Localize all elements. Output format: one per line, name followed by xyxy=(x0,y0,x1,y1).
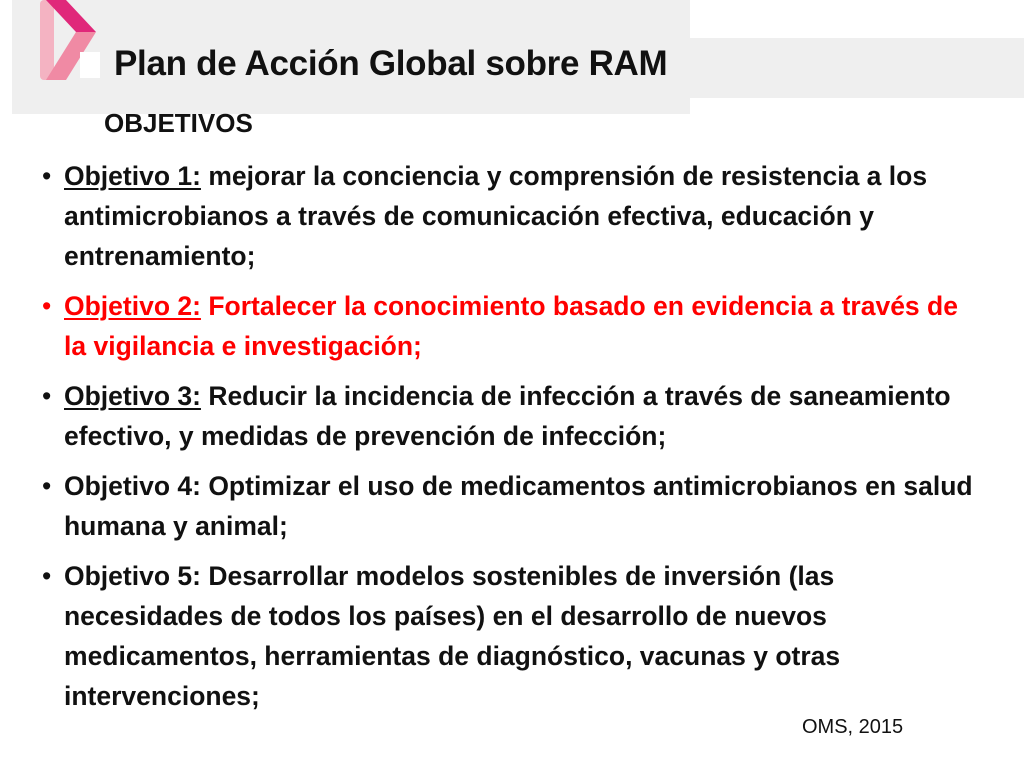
header-band-extension xyxy=(690,38,1024,98)
chevron-logo-icon xyxy=(40,0,106,82)
objective-1-text: mejorar la conciencia y comprensión de resistencia a los antimicrobianos a través de comunicación efectiva, educación y entrenamiento; xyxy=(64,161,928,271)
objective-3 xyxy=(42,376,982,456)
objective-5-text: Desarrollar modelos sostenibles de inversión (las necesidades de todos los países) en el desarrollo de nuevos medicamentos, herramientas de diagnóstico, vacunas y otras intervenciones; xyxy=(64,561,841,711)
objective-3-label: Objetivo 3: xyxy=(64,381,201,411)
objective-4-text: Optimizar el uso de medicamentos antimicrobianos en salud humana y animal; xyxy=(64,471,973,541)
objective-3-text: Reducir la incidencia de infección a través de saneamiento efectivo, y medidas de prevención de infección; xyxy=(64,381,951,451)
objective-5-label: Objetivo 5: xyxy=(64,561,201,591)
objective-5 xyxy=(42,556,982,716)
objective-2 xyxy=(42,286,982,366)
objective-4 xyxy=(42,466,982,546)
objective-2-label: Objetivo 2: xyxy=(64,291,201,321)
section-subtitle: OBJETIVOS xyxy=(104,108,253,138)
source-citation: OMS, 2015 xyxy=(802,716,904,738)
objective-1 xyxy=(42,156,982,276)
objective-1-label: Objetivo 1: xyxy=(64,161,201,191)
slide-title: Plan de Acción Global sobre RAM xyxy=(114,44,668,83)
objectives-list xyxy=(42,156,982,726)
objective-2-text: Fortalecer la conocimiento basado en evidencia a través de la vigilancia e investigación; xyxy=(64,291,958,361)
objective-4-label: Objetivo 4: xyxy=(64,471,201,501)
